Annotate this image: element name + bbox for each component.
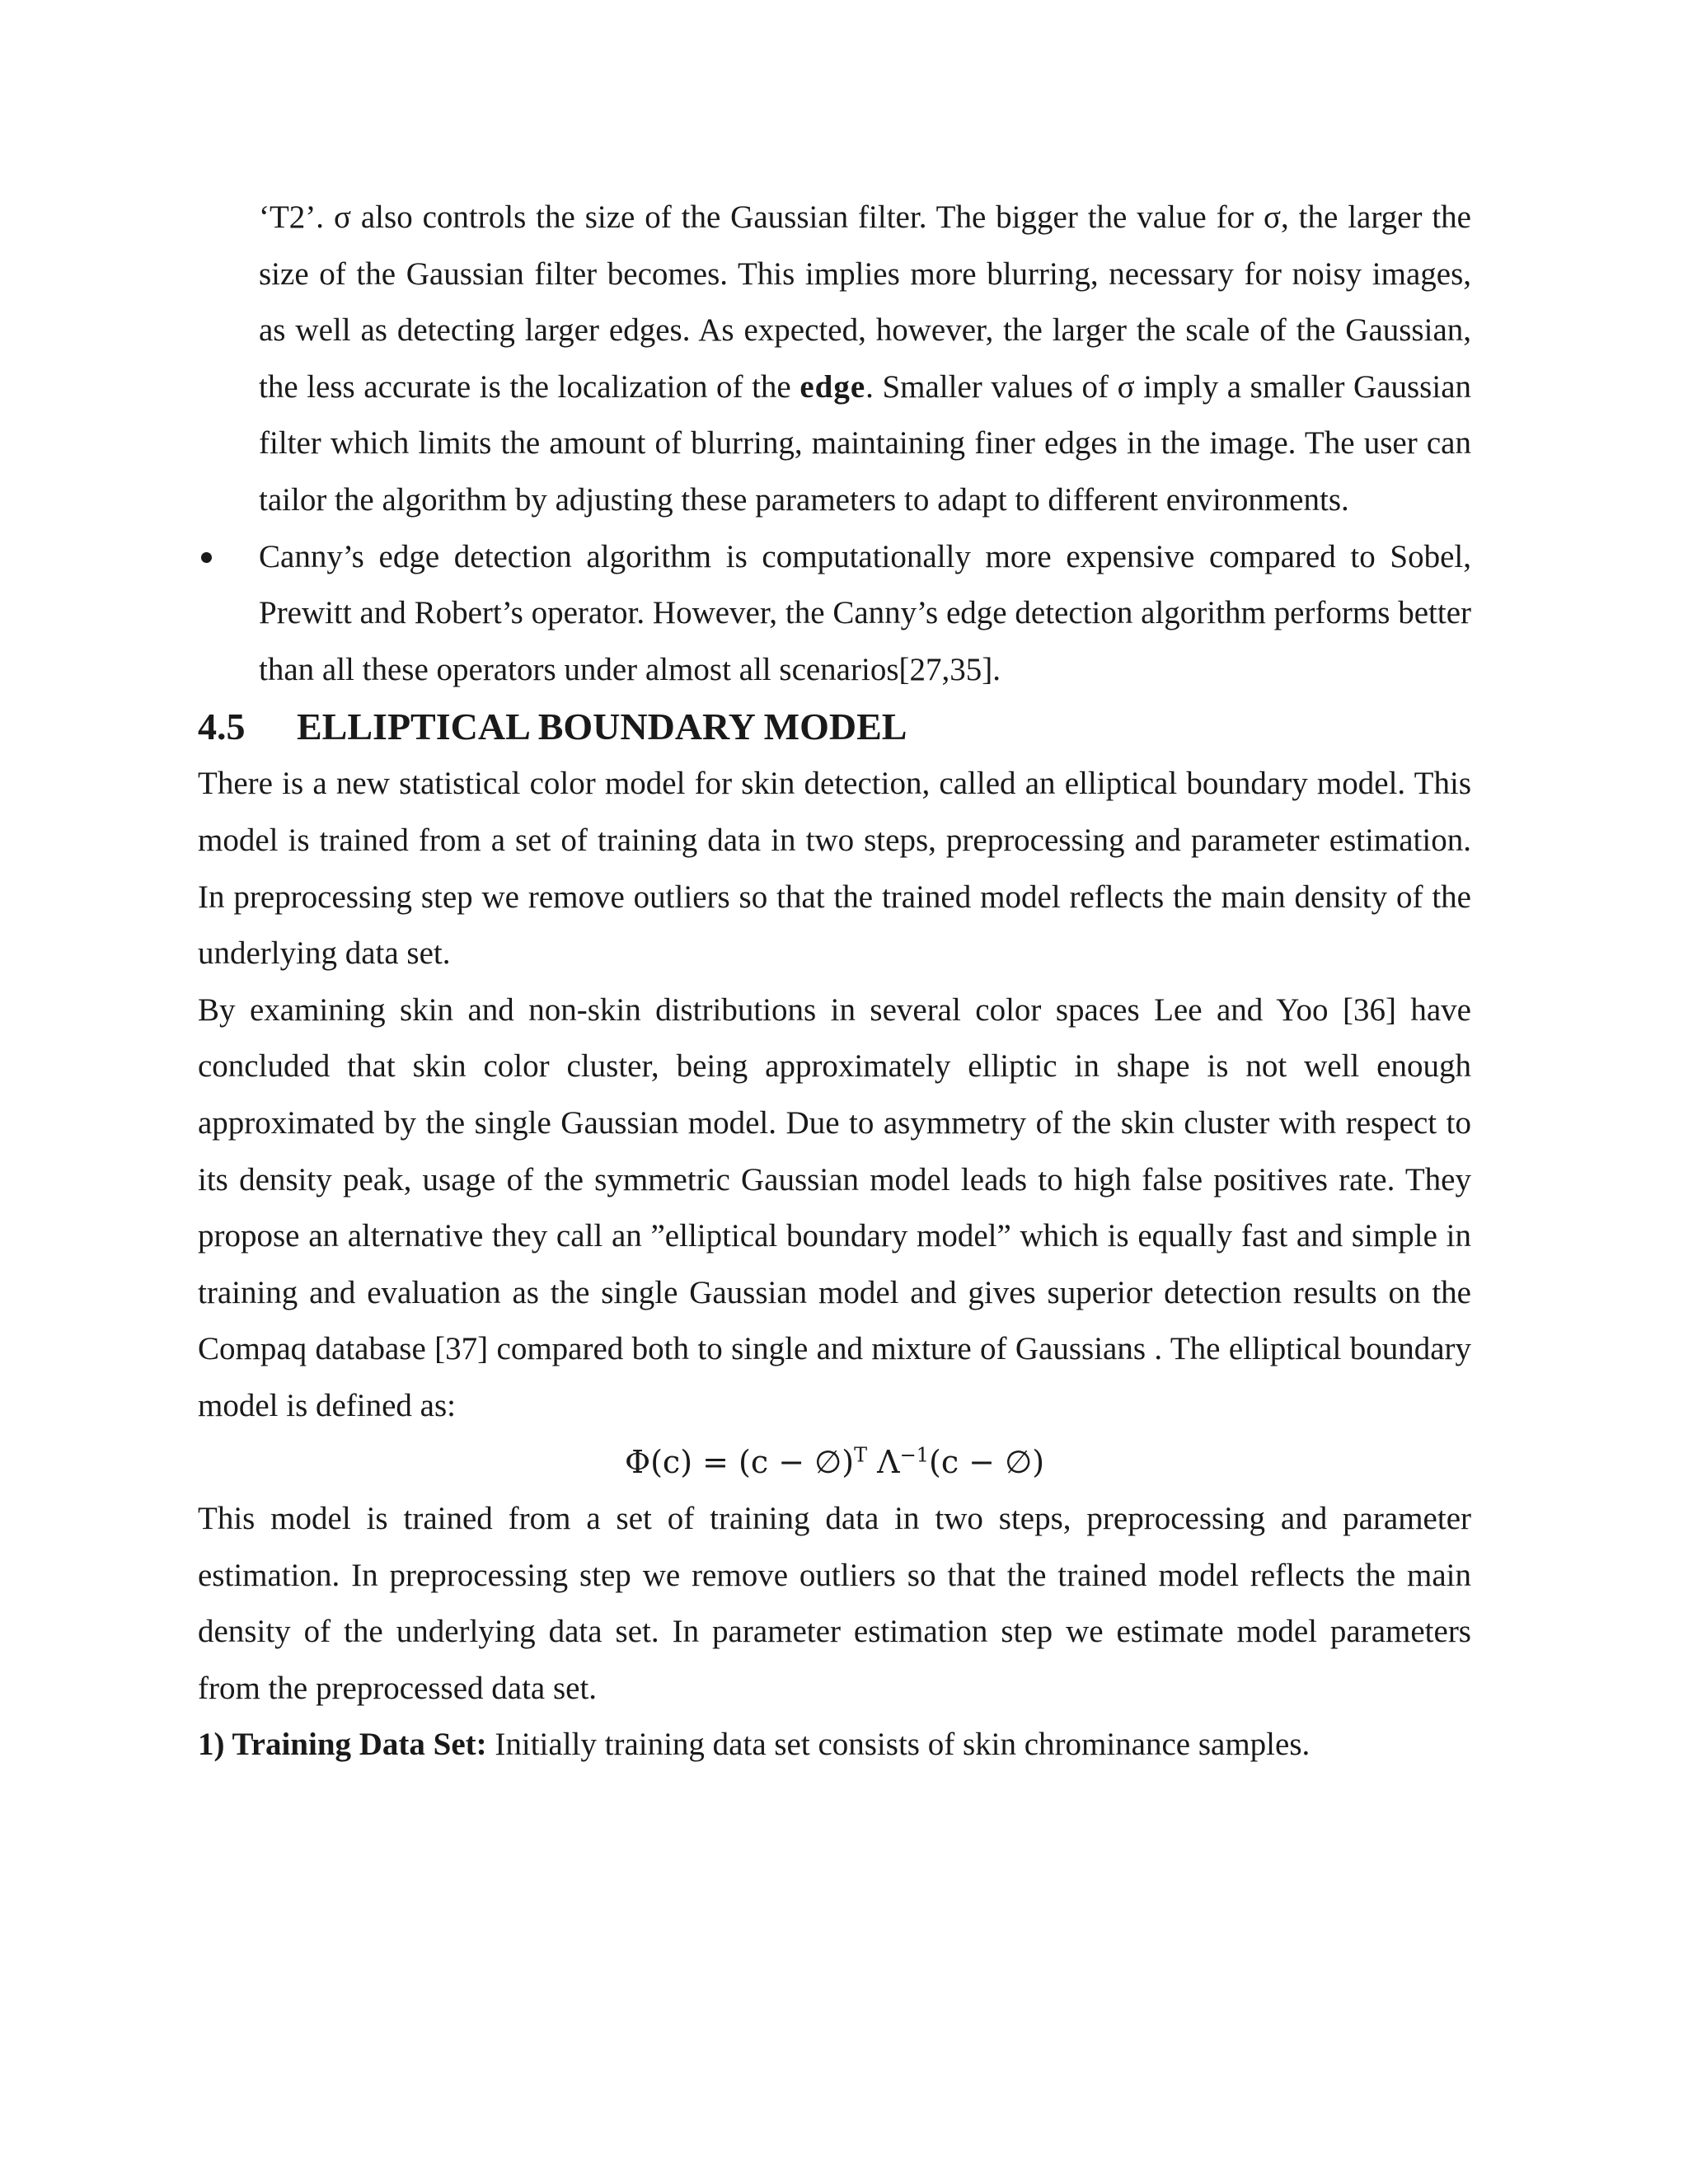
bullet-text: Canny’s edge detection algorithm is computationally more expensive compared to Sobel, Prewitt and Robert’s operator. However, the Canny’s edge detection algorithm performs better than all these operators under almost all scenarios[27,35].: [259, 538, 1471, 687]
document-page: [198, 190, 1471, 1774]
equation-lambda: Λ: [867, 1444, 900, 1481]
equation-transpose: T: [854, 1443, 868, 1467]
edge-emphasis: edge: [799, 368, 866, 405]
training-data-set-text: Initially training data set consists of skin chrominance samples.: [486, 1727, 1311, 1763]
continuation-paragraph: [259, 190, 1471, 529]
training-data-set-label: 1) Training Data Set:: [198, 1727, 487, 1763]
training-paragraph: This model is trained from a set of training data in two steps, preprocessing and parameter estimation. In preprocessing step we remove outliers so that the trained model reflects the main density of the underlying data set. In parameter estimation step we estimate model parameters from the preprocessed data set.: [198, 1501, 1471, 1706]
equation-inverse: −1: [899, 1443, 929, 1467]
continuation-text-2: . Smaller values of σ imply a smaller Gaussian filter which limits the amount of blurring, maintaining finer edges in the image. The user can tailor the algorithm by adjusting these parameters to adapt to different environments.: [259, 368, 1472, 518]
intro-paragraph: There is a new statistical color model for skin detection, called an elliptical boundary model. This model is trained from a set of training data in two steps, preprocessing and parameter estimation. In preprocessing step we remove outliers so that the trained model reflects the main density of the underlying data set.: [198, 766, 1471, 972]
continuation-block: [198, 190, 1471, 529]
section-number: 4.5: [198, 705, 246, 748]
elliptical-boundary-equation: [198, 1434, 1471, 1491]
equation-lhs: Φ(c) = (c − ∅): [624, 1444, 855, 1481]
training-data-set-item: [198, 1717, 1471, 1774]
bullet-icon: [201, 552, 212, 563]
section-heading: [198, 698, 1471, 756]
lee-yoo-paragraph: By examining skin and non-skin distributions in several color spaces Lee and Yoo [36] have concluded that skin color cluster, being approximately elliptic in shape is not well enough approximated by the single Gaussian model. Due to asymmetry of the skin cluster with respect to its density peak, usage of the symmetric Gaussian model leads to high false positives rate. They propose an alternative they call an ”elliptical boundary model” which is equally fast and simple in training and evaluation as the single Gaussian model and gives superior detection results on the Compaq database [37] compared both to single and mixture of Gaussians . The elliptical boundary model is defined as:: [198, 991, 1471, 1423]
equation-rhs: (c − ∅): [929, 1444, 1045, 1481]
continuation-text-1: ‘T2’. σ also controls the size of the Gaussian filter. The bigger the value for σ, the larger the size of the Gaussian filter becomes. This implies more blurring, necessary for noisy images, as well as detecting larger edges. As expected, however, the larger the scale of the Gaussian, the less accurate is the localization of the: [259, 199, 1471, 405]
bullet-item: [198, 529, 1471, 699]
section-title: ELLIPTICAL BOUNDARY MODEL: [297, 705, 907, 748]
